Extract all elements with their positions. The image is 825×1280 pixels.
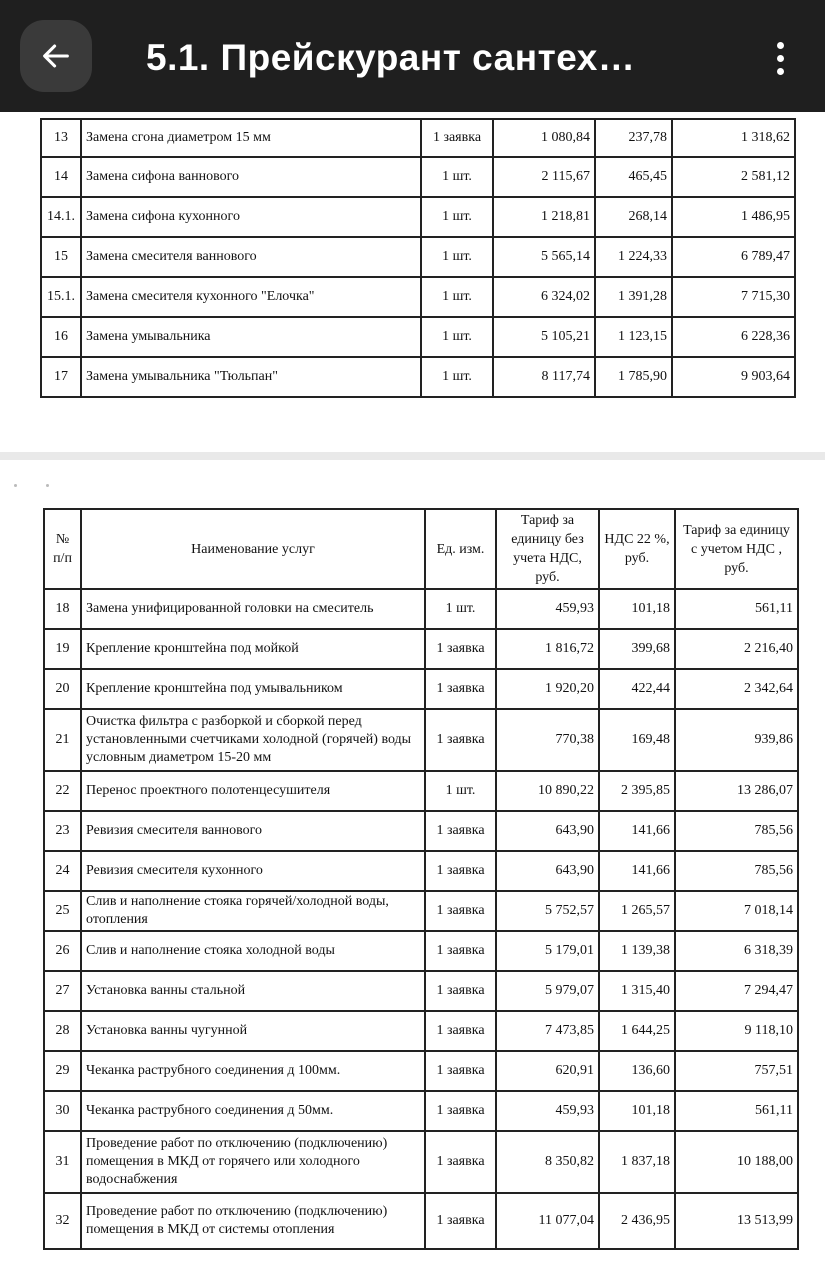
more-vert-icon bbox=[777, 42, 784, 49]
row-number: 30 bbox=[44, 1091, 81, 1131]
header-name: Наименование услуг bbox=[81, 509, 425, 589]
row-number: 13 bbox=[41, 119, 81, 157]
price-no-vat-cell: 1 080,84 bbox=[493, 119, 595, 157]
unit-cell: 1 заявка bbox=[425, 629, 496, 669]
table-row bbox=[44, 1011, 798, 1051]
table-row bbox=[44, 1193, 798, 1249]
table-row bbox=[41, 277, 795, 317]
unit-cell: 1 шт. bbox=[421, 157, 493, 197]
price-no-vat-cell: 10 890,22 bbox=[496, 771, 599, 811]
unit-cell: 1 заявка bbox=[425, 1011, 496, 1051]
price-no-vat-cell: 770,38 bbox=[496, 709, 599, 771]
unit-cell: 1 шт. bbox=[421, 197, 493, 237]
price-with-vat-cell: 785,56 bbox=[675, 811, 798, 851]
vat-cell: 101,18 bbox=[599, 1091, 675, 1131]
vat-cell: 1 785,90 bbox=[595, 357, 672, 397]
vat-cell: 1 123,15 bbox=[595, 317, 672, 357]
table-row bbox=[44, 771, 798, 811]
service-name: Ревизия смесителя ваннового bbox=[81, 811, 425, 851]
table-row bbox=[44, 851, 798, 891]
row-number: 17 bbox=[41, 357, 81, 397]
unit-cell: 1 заявка bbox=[425, 891, 496, 931]
unit-cell: 1 заявка bbox=[425, 811, 496, 851]
unit-cell: 1 заявка bbox=[425, 971, 496, 1011]
unit-cell: 1 заявка bbox=[425, 1051, 496, 1091]
table-row bbox=[44, 629, 798, 669]
vat-cell: 1 139,38 bbox=[599, 931, 675, 971]
price-with-vat-cell: 1 486,95 bbox=[672, 197, 795, 237]
table-row bbox=[41, 237, 795, 277]
vat-cell: 237,78 bbox=[595, 119, 672, 157]
service-name: Проведение работ по отключению (подключению) помещения в МКД от системы отопления bbox=[81, 1193, 425, 1249]
price-no-vat-cell: 643,90 bbox=[496, 851, 599, 891]
row-number: 29 bbox=[44, 1051, 81, 1091]
price-with-vat-cell: 7 715,30 bbox=[672, 277, 795, 317]
service-name: Замена сифона ваннового bbox=[81, 157, 421, 197]
table-row bbox=[44, 1091, 798, 1131]
service-name: Замена смесителя ваннового bbox=[81, 237, 421, 277]
price-no-vat-cell: 8 350,82 bbox=[496, 1131, 599, 1193]
service-name: Замена сгона диаметром 15 мм bbox=[81, 119, 421, 157]
price-with-vat-cell: 2 216,40 bbox=[675, 629, 798, 669]
price-with-vat-cell: 561,11 bbox=[675, 1091, 798, 1131]
vat-cell: 268,14 bbox=[595, 197, 672, 237]
price-with-vat-cell: 7 018,14 bbox=[675, 891, 798, 931]
service-name: Установка ванны стальной bbox=[81, 971, 425, 1011]
unit-cell: 1 шт. bbox=[421, 317, 493, 357]
price-no-vat-cell: 5 752,57 bbox=[496, 891, 599, 931]
price-table-part-2 bbox=[43, 508, 799, 1250]
arrow-left-icon bbox=[39, 39, 73, 73]
unit-cell: 1 шт. bbox=[421, 277, 493, 317]
header-unit: Ед. изм. bbox=[425, 509, 496, 589]
vat-cell: 1 224,33 bbox=[595, 237, 672, 277]
table-row bbox=[44, 971, 798, 1011]
price-no-vat-cell: 459,93 bbox=[496, 1091, 599, 1131]
row-number: 28 bbox=[44, 1011, 81, 1051]
table-row bbox=[44, 589, 798, 629]
price-with-vat-cell: 1 318,62 bbox=[672, 119, 795, 157]
row-number: 25 bbox=[44, 891, 81, 931]
price-no-vat-cell: 1 920,20 bbox=[496, 669, 599, 709]
price-no-vat-cell: 7 473,85 bbox=[496, 1011, 599, 1051]
service-name: Перенос проектного полотенцесушителя bbox=[81, 771, 425, 811]
row-number: 26 bbox=[44, 931, 81, 971]
price-with-vat-cell: 757,51 bbox=[675, 1051, 798, 1091]
vat-cell: 2 436,95 bbox=[599, 1193, 675, 1249]
price-with-vat-cell: 9 118,10 bbox=[675, 1011, 798, 1051]
table-row bbox=[41, 357, 795, 397]
table-row bbox=[41, 157, 795, 197]
table-row bbox=[41, 197, 795, 237]
unit-cell: 1 заявка bbox=[425, 1131, 496, 1193]
service-name: Слив и наполнение стояка горячей/холодной воды, отопления bbox=[81, 891, 425, 931]
price-no-vat-cell: 5 179,01 bbox=[496, 931, 599, 971]
vat-cell: 399,68 bbox=[599, 629, 675, 669]
unit-cell: 1 шт. bbox=[421, 237, 493, 277]
price-no-vat-cell: 6 324,02 bbox=[493, 277, 595, 317]
row-number: 32 bbox=[44, 1193, 81, 1249]
row-number: 18 bbox=[44, 589, 81, 629]
document-page-1 bbox=[0, 112, 825, 452]
price-no-vat-cell: 8 117,74 bbox=[493, 357, 595, 397]
price-no-vat-cell: 5 565,14 bbox=[493, 237, 595, 277]
price-no-vat-cell: 643,90 bbox=[496, 811, 599, 851]
row-number: 23 bbox=[44, 811, 81, 851]
price-table-part-1 bbox=[40, 118, 796, 398]
service-name: Чеканка раструбного соединения д 100мм. bbox=[81, 1051, 425, 1091]
service-name: Замена смесителя кухонного "Елочка" bbox=[81, 277, 421, 317]
table-header-row bbox=[44, 509, 798, 589]
header-price-with-vat: Тариф за единицу с учетом НДС , руб. bbox=[675, 509, 798, 589]
vat-cell: 141,66 bbox=[599, 851, 675, 891]
document-page-2 bbox=[0, 460, 825, 1280]
document-title: 5.1. Прейскурант сантех… bbox=[146, 37, 636, 78]
price-no-vat-cell: 459,93 bbox=[496, 589, 599, 629]
back-button[interactable] bbox=[20, 20, 92, 92]
vat-cell: 1 644,25 bbox=[599, 1011, 675, 1051]
price-no-vat-cell: 5 105,21 bbox=[493, 317, 595, 357]
row-number: 14 bbox=[41, 157, 81, 197]
vat-cell: 1 391,28 bbox=[595, 277, 672, 317]
service-name: Установка ванны чугунной bbox=[81, 1011, 425, 1051]
service-name: Крепление кронштейна под умывальником bbox=[81, 669, 425, 709]
price-no-vat-cell: 5 979,07 bbox=[496, 971, 599, 1011]
price-with-vat-cell: 9 903,64 bbox=[672, 357, 795, 397]
table-row bbox=[44, 931, 798, 971]
service-name: Замена унифицированной головки на смеситель bbox=[81, 589, 425, 629]
row-number: 15.1. bbox=[41, 277, 81, 317]
header-no: № п/п bbox=[44, 509, 81, 589]
vat-cell: 169,48 bbox=[599, 709, 675, 771]
row-number: 14.1. bbox=[41, 197, 81, 237]
service-name: Замена умывальника bbox=[81, 317, 421, 357]
unit-cell: 1 шт. bbox=[425, 771, 496, 811]
table-row bbox=[44, 891, 798, 931]
price-no-vat-cell: 620,91 bbox=[496, 1051, 599, 1091]
table-row bbox=[44, 811, 798, 851]
price-with-vat-cell: 561,11 bbox=[675, 589, 798, 629]
vat-cell: 141,66 bbox=[599, 811, 675, 851]
service-name: Проведение работ по отключению (подключению) помещения в МКД от горячего или холодного водоснабжения bbox=[81, 1131, 425, 1193]
header-price-no-vat: Тариф за единицу без учета НДС, руб. bbox=[496, 509, 599, 589]
price-with-vat-cell: 6 228,36 bbox=[672, 317, 795, 357]
price-no-vat-cell: 11 077,04 bbox=[496, 1193, 599, 1249]
row-number: 27 bbox=[44, 971, 81, 1011]
price-no-vat-cell: 2 115,67 bbox=[493, 157, 595, 197]
unit-cell: 1 заявка bbox=[425, 1091, 496, 1131]
price-with-vat-cell: 13 513,99 bbox=[675, 1193, 798, 1249]
price-with-vat-cell: 2 342,64 bbox=[675, 669, 798, 709]
table-row bbox=[41, 119, 795, 157]
service-name: Чеканка раструбного соединения д 50мм. bbox=[81, 1091, 425, 1131]
row-number: 15 bbox=[41, 237, 81, 277]
table-row bbox=[44, 1051, 798, 1091]
price-with-vat-cell: 6 318,39 bbox=[675, 931, 798, 971]
row-number: 19 bbox=[44, 629, 81, 669]
unit-cell: 1 заявка bbox=[425, 709, 496, 771]
table-row bbox=[44, 709, 798, 771]
price-with-vat-cell: 2 581,12 bbox=[672, 157, 795, 197]
row-number: 21 bbox=[44, 709, 81, 771]
unit-cell: 1 шт. bbox=[425, 589, 496, 629]
service-name: Замена умывальника "Тюльпан" bbox=[81, 357, 421, 397]
more-options-button[interactable] bbox=[760, 36, 800, 80]
header-vat: НДС 22 %, руб. bbox=[599, 509, 675, 589]
price-with-vat-cell: 10 188,00 bbox=[675, 1131, 798, 1193]
price-with-vat-cell: 785,56 bbox=[675, 851, 798, 891]
vat-cell: 101,18 bbox=[599, 589, 675, 629]
unit-cell: 1 заявка bbox=[425, 851, 496, 891]
app-bar bbox=[0, 0, 825, 112]
unit-cell: 1 шт. bbox=[421, 357, 493, 397]
price-no-vat-cell: 1 816,72 bbox=[496, 629, 599, 669]
unit-cell: 1 заявка bbox=[425, 669, 496, 709]
service-name: Крепление кронштейна под мойкой bbox=[81, 629, 425, 669]
unit-cell: 1 заявка bbox=[421, 119, 493, 157]
service-name: Слив и наполнение стояка холодной воды bbox=[81, 931, 425, 971]
price-with-vat-cell: 13 286,07 bbox=[675, 771, 798, 811]
row-number: 22 bbox=[44, 771, 81, 811]
table-row bbox=[44, 669, 798, 709]
vat-cell: 136,60 bbox=[599, 1051, 675, 1091]
row-number: 31 bbox=[44, 1131, 81, 1193]
vat-cell: 422,44 bbox=[599, 669, 675, 709]
service-name: Очистка фильтра с разборкой и сборкой перед установленными счетчиками холодной (горячей) воды условным диаметром 15-20 мм bbox=[81, 709, 425, 771]
table-row bbox=[41, 317, 795, 357]
vat-cell: 2 395,85 bbox=[599, 771, 675, 811]
service-name: Ревизия смесителя кухонного bbox=[81, 851, 425, 891]
table-row bbox=[44, 1131, 798, 1193]
vat-cell: 1 315,40 bbox=[599, 971, 675, 1011]
unit-cell: 1 заявка bbox=[425, 931, 496, 971]
price-with-vat-cell: 6 789,47 bbox=[672, 237, 795, 277]
vat-cell: 465,45 bbox=[595, 157, 672, 197]
price-with-vat-cell: 939,86 bbox=[675, 709, 798, 771]
row-number: 24 bbox=[44, 851, 81, 891]
row-number: 16 bbox=[41, 317, 81, 357]
price-with-vat-cell: 7 294,47 bbox=[675, 971, 798, 1011]
service-name: Замена сифона кухонного bbox=[81, 197, 421, 237]
unit-cell: 1 заявка bbox=[425, 1193, 496, 1249]
price-no-vat-cell: 1 218,81 bbox=[493, 197, 595, 237]
vat-cell: 1 265,57 bbox=[599, 891, 675, 931]
row-number: 20 bbox=[44, 669, 81, 709]
vat-cell: 1 837,18 bbox=[599, 1131, 675, 1193]
